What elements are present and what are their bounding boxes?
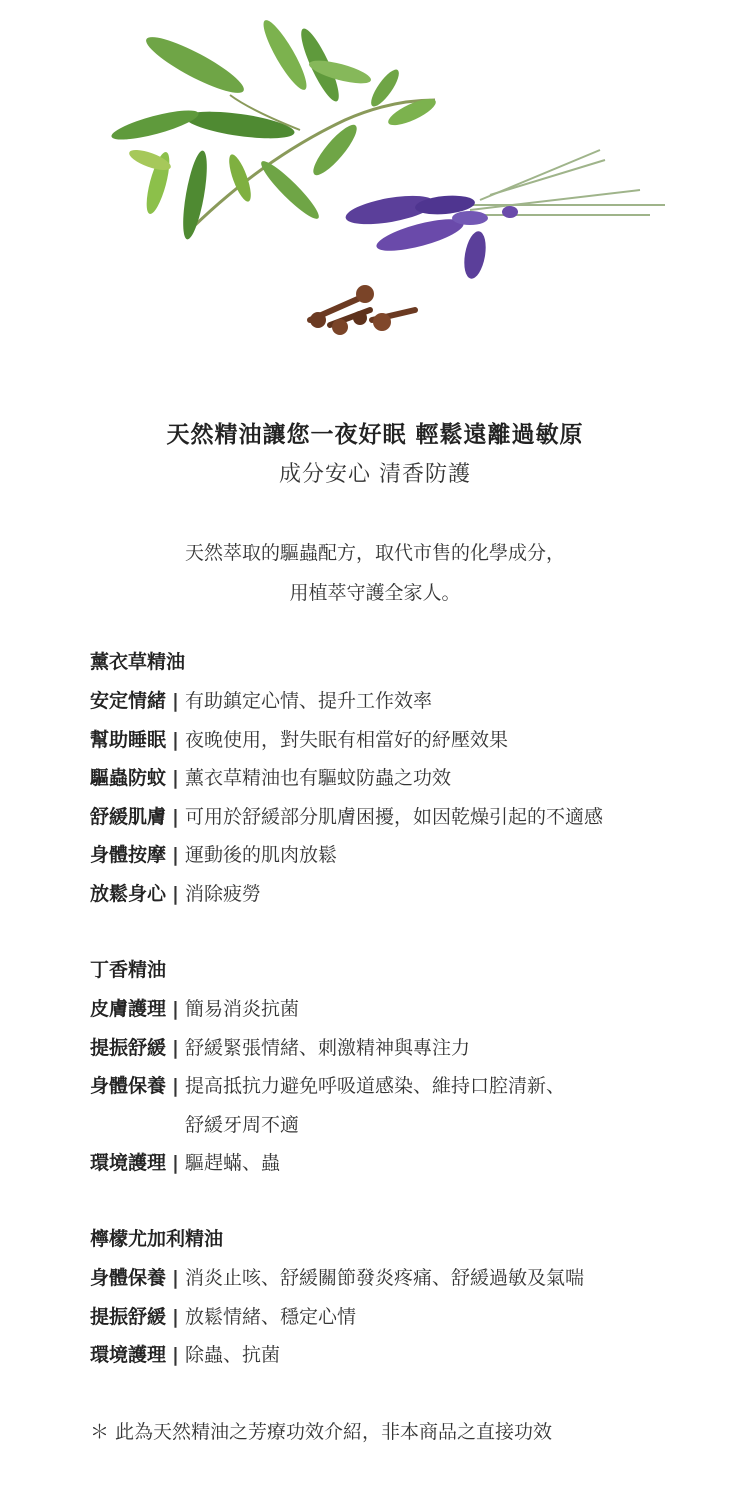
separator: | [172,690,179,712]
headline: 天然精油讓您一夜好眠 輕鬆遠離過敏原 [166,422,584,448]
benefit-row [90,1067,710,1144]
benefit-term: 身體保養 [90,1075,167,1098]
benefit-term: 放鬆身心 [90,882,167,905]
separator: | [172,882,179,905]
benefit-desc: 簡易消炎抗菌 [184,998,299,1020]
benefit-desc: 可用於舒緩部分肌膚困擾，如因乾燥引起的不適感 [184,805,603,828]
intro-text [0,533,750,613]
benefit-row [90,721,710,760]
benefit-desc: 驅趕蟎、蟲 [184,1152,280,1175]
disclaimer-note: ＊ 此為天然精油之芳療功效介紹，非本商品之直接功效 [90,1421,553,1443]
benefit-term: 安定情緒 [90,690,167,712]
intro-line-2: 用植萃守護全家人。 [289,582,461,604]
section-clove [90,951,710,1183]
benefit-term: 皮膚護理 [90,998,167,1020]
section-lavender [90,643,710,914]
benefit-row [90,682,710,721]
benefit-row [90,1298,710,1337]
benefit-term: 環境護理 [90,1344,167,1367]
benefit-desc [185,1067,565,1144]
benefit-row [90,798,710,837]
benefit-row [90,1336,710,1375]
benefit-row [90,759,710,798]
benefit-desc-line-2: 舒緩牙周不適 [184,1113,299,1136]
benefit-row [90,836,710,875]
benefit-desc: 舒緩緊張情緒、刺激精神與專注力 [184,1036,470,1059]
separator: | [172,1152,179,1175]
benefit-term: 身體按摩 [90,844,167,867]
benefit-desc: 消炎止咳、舒緩關節發炎疼痛、舒緩過敏及氣喘 [184,1267,584,1289]
benefit-desc: 夜晚使用，對失眠有相當好的紓壓效果 [184,728,508,751]
benefit-row [90,1029,710,1068]
separator: | [172,998,179,1020]
separator: | [172,767,179,790]
benefit-term: 驅蟲防蚊 [90,767,167,790]
benefit-term: 環境護理 [90,1152,167,1175]
benefit-desc: 放鬆情緒、穩定心情 [184,1305,356,1328]
separator: | [172,1305,179,1328]
separator: | [172,1075,179,1098]
clove-buds-image [310,285,415,335]
benefit-term: 舒緩肌膚 [90,805,167,828]
section-title: 薰衣草精油 [90,651,186,673]
benefit-desc: 薰衣草精油也有驅蚊防蟲之功效 [184,767,451,790]
intro-line-1: 天然萃取的驅蟲配方，取代市售的化學成分， [184,542,565,564]
separator: | [172,1036,179,1059]
separator: | [172,1267,179,1289]
benefit-row [90,875,710,914]
section-lemon-eucalyptus [90,1220,710,1375]
separator: | [172,728,179,751]
benefit-desc: 運動後的肌肉放鬆 [184,844,337,867]
benefit-row [90,990,710,1029]
lavender-bunch-image [344,150,665,280]
benefit-term: 身體保養 [90,1267,167,1289]
benefit-term: 提振舒緩 [90,1036,167,1059]
benefit-row [90,1144,710,1183]
benefit-desc: 有助鎮定心情、提升工作效率 [184,690,432,712]
separator: | [172,844,179,867]
benefit-desc-line-1: 提高抵抗力避免呼吸道感染、維持口腔清新、 [184,1075,565,1098]
section-title: 檸檬尤加利精油 [90,1228,224,1250]
benefit-desc: 除蟲、抗菌 [184,1344,280,1367]
separator: | [172,1344,179,1367]
section-title: 丁香精油 [90,959,167,981]
benefit-row [90,1259,710,1298]
subhead: 成分安心 清香防護 [279,462,471,487]
hero-illustration [0,0,750,380]
benefit-desc: 消除疲勞 [184,882,261,905]
benefit-term: 提振舒緩 [90,1305,167,1328]
separator: | [172,805,179,828]
benefit-term: 幫助睡眠 [90,728,167,751]
